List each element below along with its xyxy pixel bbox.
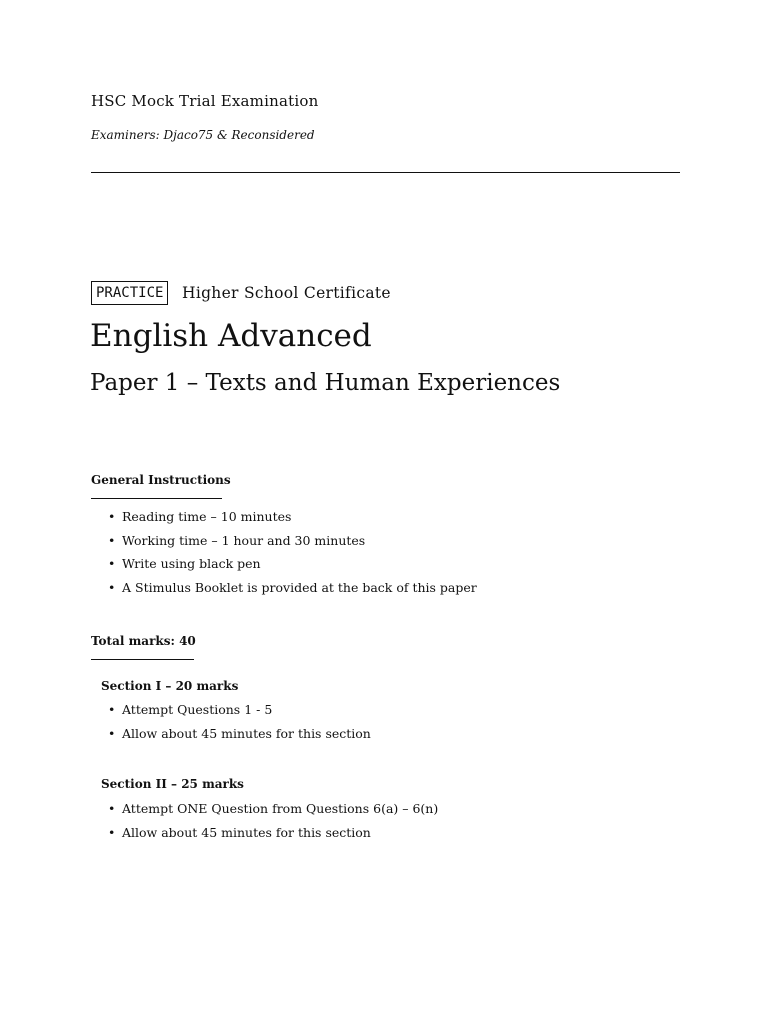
list-item-text: Attempt ONE Question from Questions 6(a) – 6(n)	[122, 801, 439, 816]
total-marks-heading: Total marks: 40	[91, 634, 196, 648]
subject-title: English Advanced	[90, 318, 372, 354]
list-item	[108, 508, 477, 532]
bullet-icon: •	[108, 801, 116, 816]
list-item-text: Attempt Questions 1 - 5	[122, 702, 273, 717]
bullet-icon: •	[108, 579, 116, 595]
list-item	[108, 725, 371, 749]
list-item	[108, 532, 477, 556]
section-1-heading: Section I – 20 marks	[101, 679, 239, 693]
list-item-text: Working time – 1 hour and 30 minutes	[122, 532, 366, 548]
list-item-text: Allow about 45 minutes for this section	[122, 725, 371, 741]
list-item-text: Reading time – 10 minutes	[122, 509, 292, 524]
list-item	[108, 800, 438, 824]
general-instructions-rule	[91, 498, 222, 499]
general-instructions-list	[108, 508, 477, 602]
bullet-icon: •	[108, 725, 116, 741]
section-1-list	[108, 701, 371, 748]
paper-title: Paper 1 – Texts and Human Experiences	[90, 370, 561, 396]
practice-badge: PRACTICE	[91, 281, 168, 305]
general-instructions-heading: General Instructions	[91, 473, 231, 487]
list-item-text: Allow about 45 minutes for this section	[122, 824, 371, 840]
bullet-icon: •	[108, 824, 116, 840]
header-divider	[91, 172, 680, 173]
bullet-icon: •	[108, 509, 116, 524]
total-marks-rule	[91, 659, 194, 660]
list-item	[108, 579, 477, 603]
certificate-label: Higher School Certificate	[182, 284, 391, 302]
examiners-line: Examiners: Djaco75 & Reconsidered	[91, 128, 315, 142]
exam-header-title: HSC Mock Trial Examination	[91, 92, 319, 110]
bullet-icon: •	[108, 532, 116, 548]
list-item	[108, 824, 438, 848]
list-item	[108, 701, 371, 725]
list-item-text: A Stimulus Booklet is provided at the back of this paper	[122, 579, 477, 595]
list-item	[108, 555, 477, 579]
bullet-icon: •	[108, 556, 116, 571]
section-2-list	[108, 800, 438, 847]
bullet-icon: •	[108, 702, 116, 717]
list-item-text: Write using black pen	[122, 556, 261, 571]
section-2-heading: Section II – 25 marks	[101, 777, 244, 791]
